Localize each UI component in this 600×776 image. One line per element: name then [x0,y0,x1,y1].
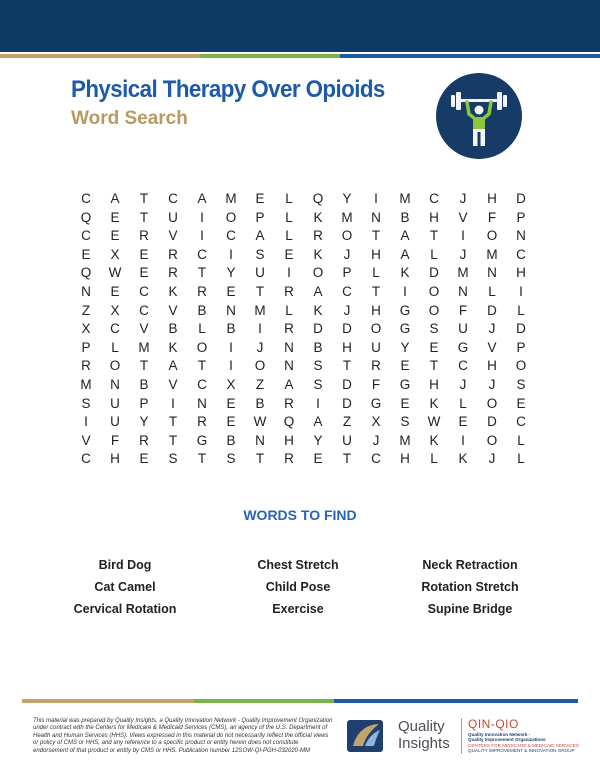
grid-letter[interactable]: E [110,228,120,244]
grid-letter[interactable]: Z [255,377,265,392]
grid-letter[interactable]: B [400,209,410,225]
grid-letter[interactable]: H [371,246,381,262]
grid-letter[interactable]: N [458,284,468,299]
grid-letter[interactable]: R [168,265,178,281]
grid-letter[interactable]: T [342,358,352,374]
grid-letter[interactable]: O [254,358,266,374]
grid-letter[interactable]: S [313,377,323,392]
grid-letter[interactable]: C [226,228,236,244]
grid-letter[interactable]: T [197,358,207,374]
grid-letter[interactable]: Y [400,339,410,355]
grid-letter[interactable]: A [197,191,207,206]
grid-letter[interactable]: G [457,339,469,355]
grid-letter[interactable]: J [459,377,467,392]
grid-letter[interactable]: L [517,432,525,448]
grid-letter[interactable]: P [255,209,265,225]
grid-letter[interactable]: L [459,395,467,411]
grid-letter[interactable]: L [488,284,496,299]
grid-letter[interactable]: M [399,432,411,448]
grid-letter[interactable]: X [226,377,236,392]
grid-letter[interactable]: Z [81,302,91,318]
grid-letter[interactable]: V [139,321,149,337]
word-item: Cat Camel [94,580,156,594]
grid-letter[interactable]: R [371,358,381,374]
footer-stripe-green [194,699,334,703]
grid-letter[interactable]: L [285,191,293,206]
grid-letter[interactable]: I [200,228,204,244]
grid-letter[interactable]: T [429,228,439,244]
grid-letter[interactable]: E [81,246,91,262]
grid-letter[interactable]: O [109,358,121,374]
grid-letter[interactable]: C [197,246,207,262]
grid-letter[interactable]: J [459,246,467,262]
grid-letter[interactable]: L [517,451,525,467]
grid-letter[interactable]: R [139,432,149,448]
grid-letter[interactable]: I [287,265,291,281]
grid-letter[interactable]: E [110,284,120,299]
grid-letter[interactable]: T [168,414,178,430]
grid-letter[interactable]: I [229,358,233,374]
grid-letter[interactable]: V [81,432,91,448]
grid-letter[interactable]: A [110,191,120,206]
grid-letter[interactable]: E [255,191,265,206]
grid-letter[interactable]: T [139,191,149,206]
grid-letter[interactable]: G [196,432,208,448]
grid-letter[interactable]: P [516,209,526,225]
grid-letter[interactable]: I [84,414,88,430]
grid-letter[interactable]: J [488,451,496,467]
grid-letter[interactable]: K [400,265,410,281]
grid-letter[interactable]: I [374,191,378,206]
grid-letter[interactable]: A [168,358,178,374]
grid-letter[interactable]: E [400,358,410,374]
grid-letter[interactable]: E [110,209,120,225]
grid-letter[interactable]: S [81,395,91,411]
grid-letter[interactable]: H [487,191,497,206]
grid-letter[interactable]: T [371,228,381,244]
grid-letter[interactable]: E [139,265,149,281]
grid-letter[interactable]: H [400,451,410,467]
grid-letter[interactable]: G [370,395,382,411]
grid-letter[interactable]: E [139,246,149,262]
grid-letter[interactable]: A [313,284,323,299]
grid-letter[interactable]: K [168,284,178,299]
grid-letter[interactable]: K [168,339,178,355]
grid-letter[interactable]: B [226,321,236,337]
grid-letter[interactable]: H [487,358,497,374]
grid-letter[interactable]: N [371,209,381,225]
grid-letter[interactable]: I [258,321,262,337]
grid-letter[interactable]: X [110,302,120,318]
grid-letter[interactable]: N [284,339,294,355]
grid-letter[interactable]: T [429,358,439,374]
page-subtitle: Word Search [71,108,188,129]
grid-letter[interactable]: V [168,228,178,244]
grid-letter[interactable]: R [284,451,294,467]
grid-letter[interactable]: K [313,209,323,225]
grid-letter[interactable]: S [313,358,323,374]
grid-letter[interactable]: N [110,377,120,392]
grid-letter[interactable]: T [255,284,265,299]
grid-letter[interactable]: O [486,432,498,448]
brand-name-line2: Insights [398,735,450,752]
grid-letter[interactable]: C [110,321,120,337]
grid-letter[interactable]: Q [312,191,324,206]
grid-letter[interactable]: D [342,395,352,411]
grid-letter[interactable]: T [139,358,149,374]
grid-letter[interactable]: M [254,302,266,318]
grid-letter[interactable]: D [516,191,526,206]
grid-letter[interactable]: J [256,339,264,355]
grid-letter[interactable]: D [342,377,352,392]
grid-letter[interactable]: T [342,451,352,467]
grid-letter[interactable]: M [225,191,237,206]
grid-letter[interactable]: R [313,228,323,244]
grid-letter[interactable]: T [139,209,149,225]
grid-letter[interactable]: H [429,209,439,225]
brand-name-line1: Quality [398,718,445,735]
grid-letter[interactable]: Q [283,414,295,430]
grid-letter[interactable]: L [430,451,438,467]
grid-letter[interactable]: O [428,302,440,318]
word-item: Supine Bridge [427,602,513,616]
grid-letter[interactable]: H [516,265,526,281]
grid-letter[interactable]: S [400,414,410,430]
word-item: Chest Stretch [257,558,339,572]
grid-letter[interactable]: D [516,321,526,337]
grid-letter[interactable]: M [399,191,411,206]
grid-letter[interactable]: I [229,339,233,355]
grid-letter[interactable]: U [255,265,265,281]
grid-letter[interactable]: V [458,209,468,225]
grid-letter[interactable]: N [197,395,207,411]
grid-letter[interactable]: Q [80,209,92,225]
grid-letter[interactable]: U [110,414,120,430]
grid-letter[interactable]: I [200,209,204,225]
grid-letter[interactable]: K [429,395,439,411]
grid-letter[interactable]: R [81,358,91,374]
grid-letter[interactable]: M [486,246,498,262]
grid-letter[interactable]: T [371,284,381,299]
grid-letter[interactable]: I [403,284,407,299]
grid-letter[interactable]: P [516,339,526,355]
grid-letter[interactable]: L [285,209,293,225]
grid-letter[interactable]: R [168,246,178,262]
accent-stripe-gold [0,54,200,58]
weightlifter-icon [436,73,522,159]
grid-letter[interactable]: B [139,377,149,392]
grid-letter[interactable]: P [342,265,352,281]
grid-letter[interactable]: E [429,339,439,355]
grid-letter[interactable]: Y [139,414,149,430]
grid-letter[interactable]: U [342,432,352,448]
grid-letter[interactable]: I [229,246,233,262]
grid-letter[interactable]: L [517,302,525,318]
grid-letter[interactable]: D [313,321,323,337]
grid-letter[interactable]: V [487,339,497,355]
grid-letter[interactable]: U [458,321,468,337]
grid-letter[interactable]: V [168,302,178,318]
grid-letter[interactable]: K [458,451,468,467]
grid-letter[interactable]: D [487,302,497,318]
grid-letter[interactable]: E [458,414,468,430]
grid-letter[interactable]: W [108,265,122,281]
accent-stripe-green [200,54,340,58]
grid-letter[interactable]: K [313,246,323,262]
grid-letter[interactable]: G [399,321,411,337]
grid-letter[interactable]: H [371,302,381,318]
grid-letter[interactable]: C [429,191,439,206]
grid-letter[interactable]: R [284,395,294,411]
grid-letter[interactable]: X [371,414,381,430]
grid-letter[interactable]: C [197,377,207,392]
grid-letter[interactable]: R [284,284,294,299]
grid-letter[interactable]: O [486,395,498,411]
grid-letter[interactable]: M [457,265,469,281]
words-to-find-heading: WORDS TO FIND [243,507,357,523]
grid-letter[interactable]: A [255,228,265,244]
grid-letter[interactable]: T [197,451,207,467]
grid-letter[interactable]: C [81,191,91,206]
accent-stripe-blue [340,54,600,58]
grid-letter[interactable]: E [284,246,294,262]
grid-letter[interactable]: F [371,377,381,392]
grid-letter[interactable]: T [197,265,207,281]
word-item: Child Pose [265,580,331,594]
grid-letter[interactable]: K [313,302,323,318]
grid-letter[interactable]: G [399,302,411,318]
grid-letter[interactable]: X [110,246,120,262]
grid-letter[interactable]: I [461,432,465,448]
grid-letter[interactable]: L [372,265,380,281]
grid-letter[interactable]: C [81,451,91,467]
grid-letter[interactable]: U [168,209,178,225]
grid-letter[interactable]: B [255,395,265,411]
grid-letter[interactable]: V [168,377,178,392]
grid-letter[interactable]: B [168,321,178,337]
logo-divider [461,718,462,754]
grid-letter[interactable]: W [253,414,267,430]
word-item: Neck Retraction [422,558,518,572]
grid-letter[interactable]: J [488,321,496,337]
grid-letter[interactable]: R [197,284,207,299]
grid-letter[interactable]: R [197,414,207,430]
grid-letter[interactable]: T [255,451,265,467]
grid-letter[interactable]: M [341,209,353,225]
grid-letter[interactable]: E [226,414,236,430]
grid-letter[interactable]: U [371,339,381,355]
word-item: Rotation Stretch [421,580,519,594]
grid-letter[interactable]: L [111,339,119,355]
grid-letter[interactable]: F [110,432,120,448]
grid-letter[interactable]: A [284,377,294,392]
grid-letter[interactable]: S [255,246,265,262]
grid-letter[interactable]: C [139,284,149,299]
grid-letter[interactable]: Y [342,191,352,206]
grid-letter[interactable]: I [316,395,320,411]
grid-letter[interactable]: I [171,395,175,411]
grid-letter[interactable]: Y [313,432,323,448]
grid-letter[interactable]: N [255,432,265,448]
grid-letter[interactable]: X [81,321,91,337]
grid-letter[interactable]: J [459,191,467,206]
header-band [0,0,600,52]
grid-letter[interactable]: O [486,228,498,244]
grid-letter[interactable]: O [428,284,440,299]
grid-letter[interactable]: J [343,302,351,318]
grid-letter[interactable]: F [487,209,497,225]
grid-letter[interactable]: N [81,284,91,299]
word-item: Bird Dog [98,558,152,572]
page-title: Physical Therapy Over Opioids [71,76,385,103]
grid-letter[interactable]: S [226,451,236,467]
grid-letter[interactable]: Q [80,265,92,281]
grid-letter[interactable]: C [458,358,468,374]
grid-letter[interactable]: E [226,395,236,411]
grid-letter[interactable]: D [487,414,497,430]
grid-letter[interactable]: A [400,246,410,262]
grid-letter[interactable]: W [427,414,441,430]
grid-letter[interactable]: C [81,228,91,244]
grid-letter[interactable]: C [516,246,526,262]
grid-letter[interactable]: B [226,432,236,448]
grid-letter[interactable]: P [81,339,91,355]
grid-letter[interactable]: A [313,414,323,430]
grid-letter[interactable]: J [372,432,380,448]
grid-letter[interactable]: L [198,321,206,337]
grid-letter[interactable]: E [226,284,236,299]
grid-letter[interactable]: C [168,191,178,206]
qin-line: QUALITY IMPROVEMENT & INNOVATION GROUP [468,748,575,753]
grid-letter[interactable]: N [226,302,236,318]
grid-letter[interactable]: N [487,265,497,281]
grid-letter[interactable]: E [139,451,149,467]
qin-line: Quality Improvement Organizations [468,737,546,742]
grid-letter[interactable]: H [284,432,294,448]
grid-letter[interactable]: C [139,302,149,318]
grid-letter[interactable]: B [197,302,207,318]
grid-letter[interactable]: D [342,321,352,337]
grid-letter[interactable]: I [461,228,465,244]
grid-letter[interactable]: M [80,377,92,392]
grid-letter[interactable]: N [284,358,294,374]
footer-disclaimer: This material was prepared by Quality Insights, a Quality Innovation Network - Quality Improvement Organization under contract with the Centers for Medicare & Medicaid Services (CMS), an agency of the U.S. Department of Health and Human Services (HHS). Views expressed in this material do not necessarily reflect the official views or policy of CMS or HHS, and any reference to a specific product or entity herein does not constitute endorsement of that product or entity by CMS or HHS. Publication number 12SOW-QI-PGH-032020-MM [33,718,333,754]
grid-letter[interactable]: H [110,451,120,467]
grid-letter[interactable]: E [516,395,526,411]
grid-letter[interactable]: U [110,395,120,411]
grid-letter[interactable]: C [516,414,526,430]
grid-letter[interactable]: S [168,451,178,467]
grid-letter[interactable]: O [370,321,382,337]
grid-letter[interactable]: F [458,302,468,318]
grid-letter[interactable]: B [313,339,323,355]
grid-letter[interactable]: Z [342,414,352,430]
word-item: Exercise [272,602,324,616]
grid-letter[interactable]: A [400,228,410,244]
grid-letter[interactable]: L [285,228,293,244]
grid-letter[interactable]: N [516,228,526,244]
grid-letter[interactable]: R [139,228,149,244]
grid-letter[interactable]: I [519,284,523,299]
grid-letter[interactable]: E [313,451,323,467]
grid-letter[interactable]: T [168,432,178,448]
grid-letter[interactable]: H [429,377,439,392]
grid-letter[interactable]: R [284,321,294,337]
grid-letter[interactable]: P [139,395,149,411]
grid-letter[interactable]: S [429,321,439,337]
grid-letter[interactable]: G [399,377,411,392]
grid-letter[interactable]: L [430,246,438,262]
footer-stripe-gold [22,699,194,703]
grid-letter[interactable]: L [285,302,293,318]
grid-letter[interactable]: O [225,209,237,225]
logo-badge [436,73,522,159]
grid-letter[interactable]: C [371,451,381,467]
grid-letter[interactable]: J [488,377,496,392]
grid-letter[interactable]: O [312,265,324,281]
footer-stripe-blue [334,699,578,703]
grid-letter[interactable]: J [343,246,351,262]
grid-letter[interactable]: O [196,339,208,355]
grid-letter[interactable]: S [516,377,526,392]
grid-letter[interactable]: C [342,284,352,299]
qin-line: Quality Innovation Network - [468,732,531,737]
qin-qio-title: QIN-QIO [468,717,519,731]
grid-letter[interactable]: Y [226,265,236,281]
grid-letter[interactable]: M [138,339,150,355]
grid-letter[interactable]: E [400,395,410,411]
grid-letter[interactable]: H [342,339,352,355]
grid-letter[interactable]: K [429,432,439,448]
grid-letter[interactable]: O [341,228,353,244]
grid-letter[interactable]: O [515,358,527,374]
grid-letter[interactable]: D [429,265,439,281]
qin-line: CENTERS FOR MEDICARE & MEDICAID SERVICES [468,743,579,748]
word-item: Cervical Rotation [73,602,177,616]
